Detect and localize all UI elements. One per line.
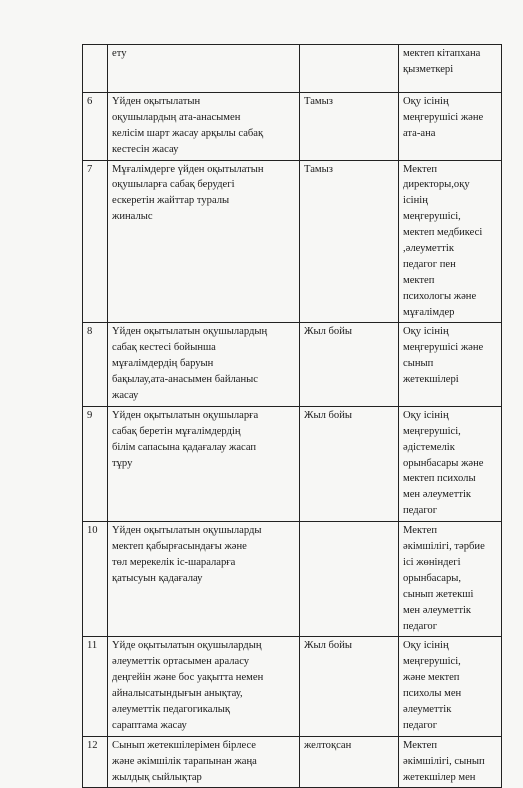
activity-cell: Үйден оқытылатын оқушылардың ата-анасымен келісім шарт жасау арқылы сабақ кестесін жасау xyxy=(108,93,300,161)
activity-cell: Сынып жетекшілерімен бірлесе және әкімшілік тарапынан жаңа жылдық сыйлықтар xyxy=(108,736,300,788)
term-cell: Жыл бойы xyxy=(300,637,399,736)
table-row xyxy=(83,736,502,788)
responsible-cell: Оқу ісінің меңгерушісі және ата-ана xyxy=(399,93,502,161)
term-cell: Тамыз xyxy=(300,93,399,161)
row-number: 11 xyxy=(83,637,108,736)
table-row xyxy=(83,45,502,93)
row-number: 6 xyxy=(83,93,108,161)
activity-cell: Үйде оқытылатын оқушылардың әлеуметтік ортасымен араласу деңгейін және бос уақытта немен айналысатындығын анықтау, әлеуметтік педагогикалық сараптама жасау xyxy=(108,637,300,736)
activity-cell: Үйден оқытылатын оқушыларға сабақ беретін мұғалімдердің білім сапасына қадағалау жасап тұру xyxy=(108,406,300,521)
responsible-cell: Оқу ісінің меңгерушісі, және мектеп психолы мен әлеуметтік педагог xyxy=(399,637,502,736)
table-row xyxy=(83,160,502,323)
table-row xyxy=(83,93,502,161)
responsible-cell: Мектеп директоры,оқу ісінің меңгерушісі, мектеп медбикесі ,әлеуметтік педагог пен мектеп психологы және мұғалімдер xyxy=(399,160,502,323)
table-row xyxy=(83,522,502,637)
row-number: 9 xyxy=(83,406,108,521)
row-number: 10 xyxy=(83,522,108,637)
plan-table-body xyxy=(83,45,502,788)
row-number xyxy=(83,45,108,93)
table-row xyxy=(83,637,502,736)
activity-cell: Үйден оқытылатын оқушыларды мектеп қабырғасындағы және төл мерекелік іс-шараларға қатысуын қадағалау xyxy=(108,522,300,637)
activity-cell: Үйден оқытылатын оқушылардың сабақ кестесі бойынша мұғалімдердің баруын бақылау,ата-анасымен байланыс жасау xyxy=(108,323,300,406)
term-cell xyxy=(300,522,399,637)
activity-cell: ету xyxy=(108,45,300,93)
row-number: 7 xyxy=(83,160,108,323)
table-row xyxy=(83,323,502,406)
term-cell: Жыл бойы xyxy=(300,406,399,521)
term-cell xyxy=(300,45,399,93)
responsible-cell: мектеп кітапхана қызметкері xyxy=(399,45,502,93)
activity-cell: Мұғалімдерге үйден оқытылатын оқушыларға сабақ берудегі ескеретін жайттар туралы жиналыс xyxy=(108,160,300,323)
term-cell: Жыл бойы xyxy=(300,323,399,406)
responsible-cell: Мектеп әкімшілігі, тәрбие ісі жөніндегі орынбасары, сынып жетекші мен әлеуметтік педагог xyxy=(399,522,502,637)
responsible-cell: Мектеп әкімшілігі, сынып жетекшілер мен xyxy=(399,736,502,788)
responsible-cell: Оқу ісінің меңгерушісі, әдістемелік орынбасары және мектеп психолы мен әлеуметтік педагог xyxy=(399,406,502,521)
responsible-cell: Оқу ісінің меңгерушісі және сынып жетекшілері xyxy=(399,323,502,406)
row-number: 12 xyxy=(83,736,108,788)
term-cell: Тамыз xyxy=(300,160,399,323)
term-cell: желтоқсан xyxy=(300,736,399,788)
table-row xyxy=(83,406,502,521)
row-number: 8 xyxy=(83,323,108,406)
plan-table xyxy=(82,44,502,788)
